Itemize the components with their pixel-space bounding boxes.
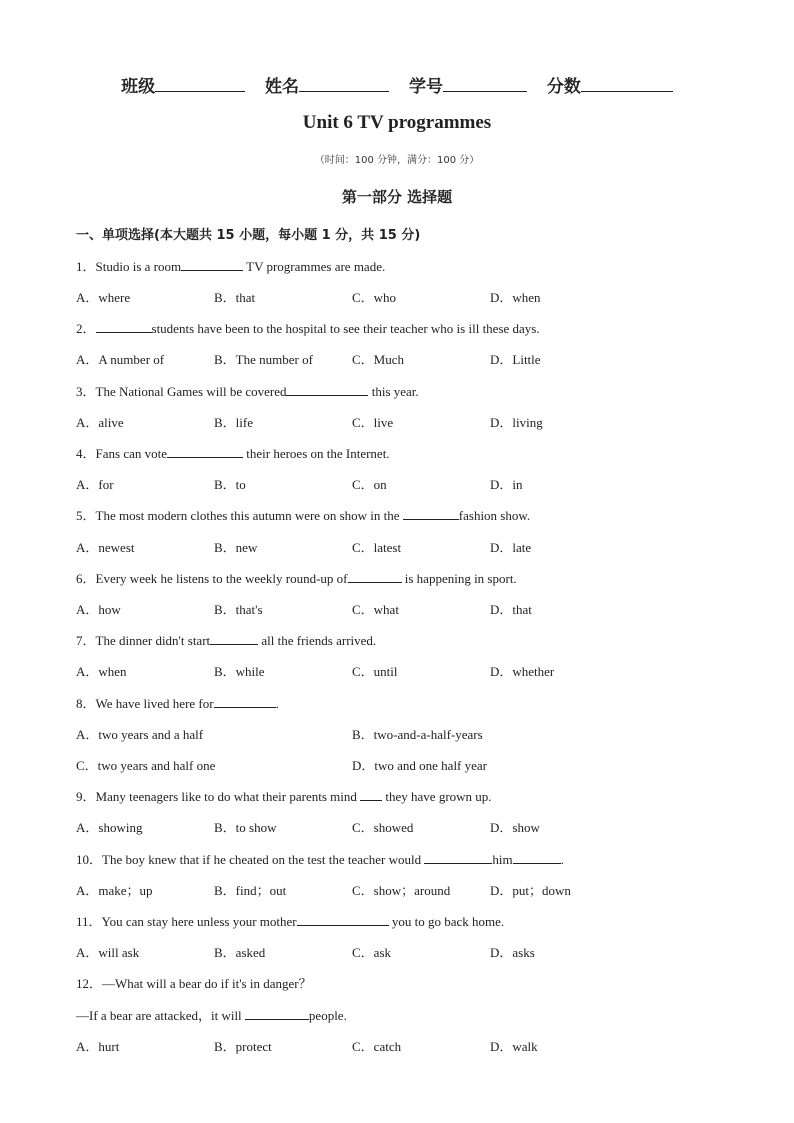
q5-option-b[interactable]: B．new <box>214 540 258 555</box>
answer-blank[interactable] <box>245 1006 309 1020</box>
q6-option-c[interactable]: C．what <box>352 602 399 617</box>
q4-option-a[interactable]: A．for <box>76 477 114 492</box>
q11-option-a[interactable]: A．will ask <box>76 945 140 960</box>
name-blank[interactable] <box>299 75 389 92</box>
q1-option-d[interactable]: D．when <box>490 290 541 305</box>
q3-option-a[interactable]: A．alive <box>76 415 124 430</box>
answer-blank[interactable] <box>210 631 258 645</box>
score-field: 分数 <box>547 72 673 97</box>
q6-option-b[interactable]: B．that's <box>214 602 263 617</box>
q7-option-a[interactable]: A．when <box>76 664 127 679</box>
answer-blank[interactable] <box>167 444 243 458</box>
q4-option-b[interactable]: B．to <box>214 477 246 492</box>
q12-option-d[interactable]: D．walk <box>490 1039 538 1054</box>
q12-option-b[interactable]: B．protect <box>214 1039 272 1054</box>
question-10: 10．The boy knew that if he cheated on the test the teacher would him . <box>76 852 564 867</box>
question-7: 7．The dinner didn't start all the friends arrived. <box>76 633 377 648</box>
q2-option-d[interactable]: D．Little <box>490 352 541 367</box>
answer-blank[interactable] <box>181 257 243 271</box>
answer-blank[interactable] <box>297 912 389 926</box>
q11-option-d[interactable]: D．asks <box>490 945 535 960</box>
q3-option-d[interactable]: D．living <box>490 415 543 430</box>
q10-option-b[interactable]: B．find；out <box>214 883 287 898</box>
exam-info-header <box>0 72 794 97</box>
q6-option-d[interactable]: D．that <box>490 602 532 617</box>
part-title: 第一部分 选择题 <box>341 188 453 206</box>
question-11: 11．You can stay here unless your mother you to go back home. <box>76 914 505 929</box>
score-blank[interactable] <box>581 75 673 92</box>
q1-option-b[interactable]: B．that <box>214 290 256 305</box>
q11-option-b[interactable]: B．asked <box>214 945 266 960</box>
q2-option-a[interactable]: A．A number of <box>76 352 165 367</box>
q7-option-d[interactable]: D．whether <box>490 664 555 679</box>
answer-blank-1[interactable] <box>424 850 492 864</box>
q7-option-c[interactable]: C．until <box>352 664 398 679</box>
q1-option-c[interactable]: C．who <box>352 290 397 305</box>
q8-option-b[interactable]: B．two-and-a-half-years <box>352 727 483 742</box>
answer-blank[interactable] <box>96 319 152 333</box>
q3-option-b[interactable]: B．life <box>214 415 253 430</box>
q4-option-c[interactable]: C．on <box>352 477 387 492</box>
q6-option-a[interactable]: A．how <box>76 602 121 617</box>
question-12-line-2: —If a bear are attacked，it will people. <box>76 1008 347 1023</box>
q5-option-a[interactable]: A．newest <box>76 540 135 555</box>
name-field: 姓名 <box>265 72 389 97</box>
q5-option-d[interactable]: D．late <box>490 540 532 555</box>
class-blank[interactable] <box>155 75 245 92</box>
q10-option-a[interactable]: A．make；up <box>76 883 153 898</box>
student-id-field: 学号 <box>409 72 527 97</box>
q11-option-c[interactable]: C．ask <box>352 945 392 960</box>
student-id-blank[interactable] <box>443 75 527 92</box>
q10-option-d[interactable]: D．put；down <box>490 883 571 898</box>
answer-blank[interactable] <box>348 569 402 583</box>
q2-option-b[interactable]: B．The number of <box>214 352 313 367</box>
q4-option-d[interactable]: D．in <box>490 477 523 492</box>
q1-option-a[interactable]: A．where <box>76 290 131 305</box>
question-9: 9．Many teenagers like to do what their parents mind they have grown up. <box>76 789 492 804</box>
question-2: 2． students have been to the hospital to see their teacher who is ill these days. <box>76 321 540 336</box>
q3-option-c[interactable]: C．live <box>352 415 394 430</box>
q9-option-a[interactable]: A．showing <box>76 820 143 835</box>
section-heading: 一、单项选择(本大题共 15 小题，每小题 1 分，共 15 分) <box>76 228 421 243</box>
q2-option-c[interactable]: C．Much <box>352 352 405 367</box>
question-4: 4．Fans can vote their heroes on the Internet. <box>76 446 390 461</box>
answer-blank-2[interactable] <box>513 850 561 864</box>
question-3: 3．The National Games will be covered this year. <box>76 384 419 399</box>
question-5: 5．The most modern clothes this autumn were on show in the fashion show. <box>76 508 531 523</box>
q8-option-c[interactable]: C．two years and half one <box>76 758 216 773</box>
answer-blank[interactable] <box>403 506 459 520</box>
q7-option-b[interactable]: B．while <box>214 664 265 679</box>
answer-blank[interactable] <box>360 787 382 801</box>
class-field: 班级 <box>121 72 245 97</box>
exam-subtitle: （时间：100 分钟，满分：100 分） <box>314 155 480 166</box>
q9-option-b[interactable]: B．to show <box>214 820 277 835</box>
question-8: 8．We have lived here for . <box>76 696 279 711</box>
question-12: 12．—What will a bear do if it's in danger？ <box>76 976 312 991</box>
q8-option-d[interactable]: D．two and one half year <box>352 758 488 773</box>
q5-option-c[interactable]: C．latest <box>352 540 402 555</box>
answer-blank[interactable] <box>214 694 276 708</box>
page-title: Unit 6 TV programmes <box>302 112 492 133</box>
q9-option-c[interactable]: C．showed <box>352 820 414 835</box>
question-6: 6．Every week he listens to the weekly round-up of is happening in sport. <box>76 571 517 586</box>
q12-option-c[interactable]: C．catch <box>352 1039 402 1054</box>
question-1: 1．Studio is a room TV programmes are made. <box>76 259 386 274</box>
q9-option-d[interactable]: D．show <box>490 820 540 835</box>
answer-blank[interactable] <box>286 382 368 396</box>
q10-option-c[interactable]: C．show；around <box>352 883 451 898</box>
q12-option-a[interactable]: A．hurt <box>76 1039 120 1054</box>
q8-option-a[interactable]: A．two years and a half <box>76 727 204 742</box>
